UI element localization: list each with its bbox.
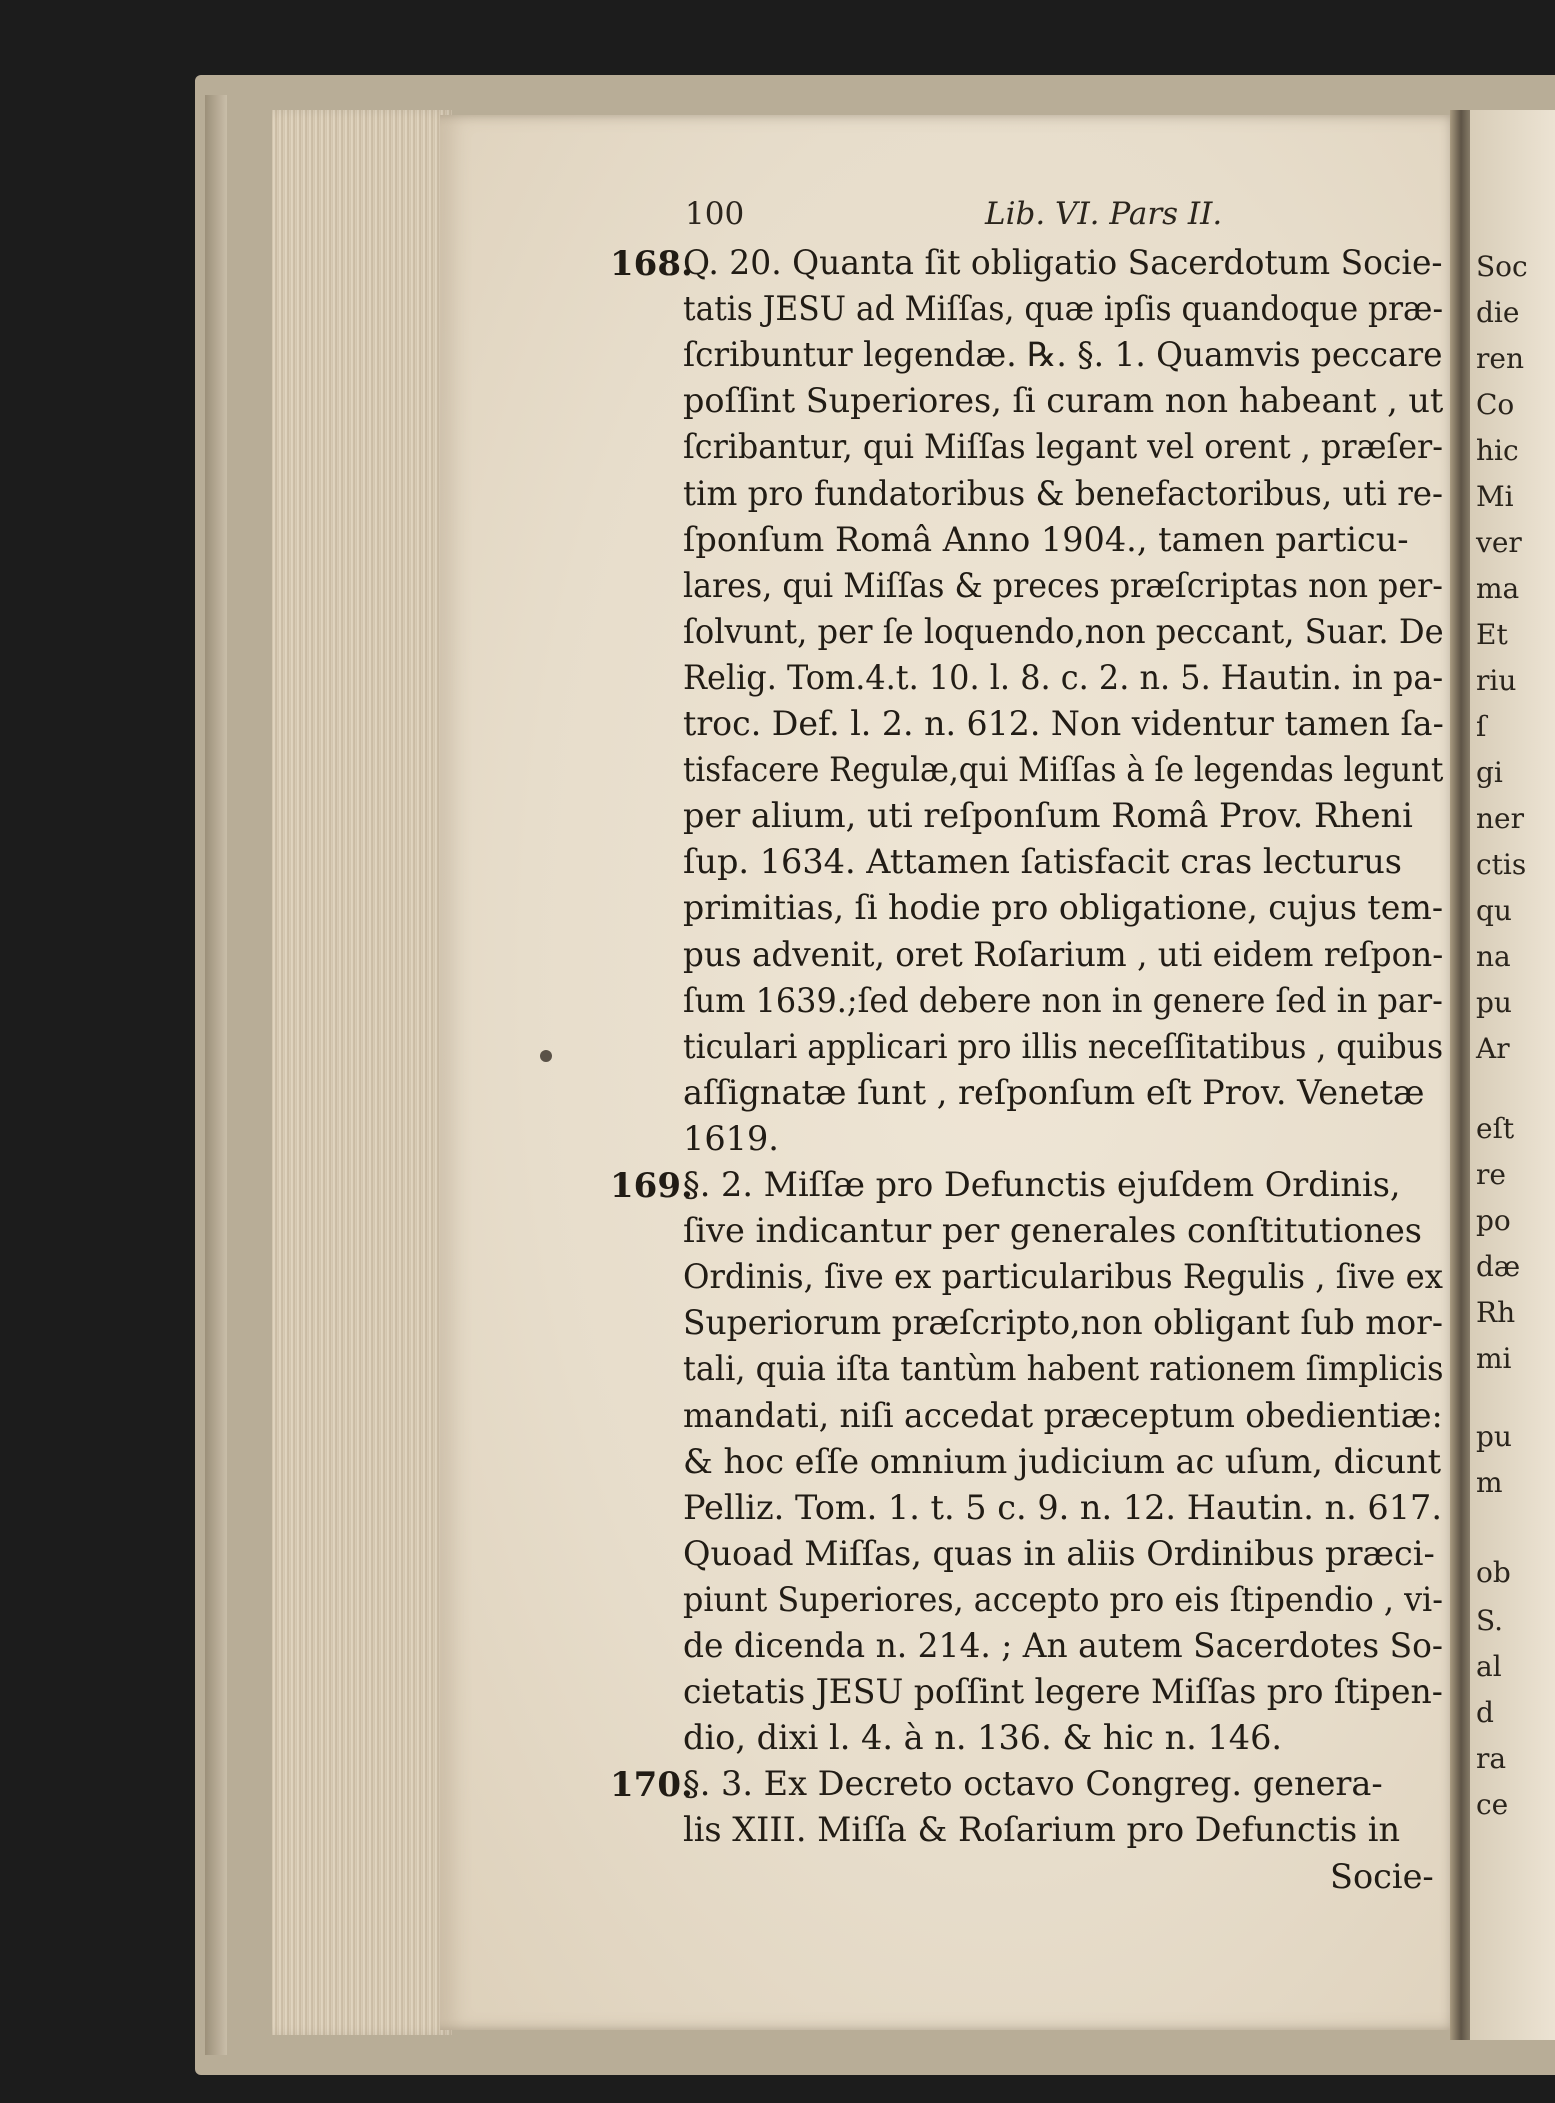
binding-edge <box>205 95 227 2055</box>
text-line: Quoad Miſſas, quas in aliis Ordinibus præci- <box>683 1533 1435 1573</box>
paragraph-number: 169. <box>610 1166 693 1206</box>
text-line: ſive indicantur per generales conſtitutiones <box>683 1211 1422 1251</box>
facing-page-fragment: S. <box>1476 1604 1504 1637</box>
text-line: primitias, ſi hodie pro obligatione, cujus tem- <box>683 888 1444 928</box>
text-line: tali, quia iſta tantùm habent rationem ſimplicis <box>683 1349 1444 1389</box>
text-line: lis XIII. Miſſa & Roſarium pro Defunctis in <box>683 1810 1401 1850</box>
text-line: Relig. Tom.4.t. 10. l. 8. c. 2. n. 5. Hautin. in pa- <box>683 657 1444 697</box>
facing-page-fragment: ma <box>1476 572 1520 605</box>
page-edges <box>272 110 452 2035</box>
facing-page-fragment: pu <box>1476 986 1512 1019</box>
text-line: Pelliz. Tom. 1. t. 5 c. 9. n. 12. Hautin. n. 617. <box>683 1487 1443 1527</box>
text-line: §. 3. Ex Decreto octavo Congreg. genera- <box>683 1764 1383 1804</box>
text-line: tisfacere Regulæ,qui Miſſas à ſe legendas legunt <box>683 750 1444 790</box>
text-line: pus advenit, oret Roſarium , uti eidem reſpon- <box>683 934 1444 974</box>
text-line: tatis JESU ad Miſſas, quæ ipſis quandoque præ- <box>683 289 1444 329</box>
paragraph-number: 168. <box>610 244 693 284</box>
paragraph-number: 170. <box>610 1765 693 1806</box>
text-line: ſponſum Româ Anno 1904., tamen particu- <box>683 519 1409 559</box>
facing-page-fragment: gi <box>1476 756 1503 789</box>
text-line: ſolvunt, per ſe loquendo,non peccant, Suar. De <box>683 611 1444 651</box>
facing-page-fragment: dæ <box>1476 1250 1521 1283</box>
facing-page-fragment: ner <box>1476 802 1524 835</box>
text-line: Socie- <box>1330 1856 1434 1896</box>
text-line: dio, dixi l. 4. à n. 136. & hic n. 146. <box>683 1718 1283 1758</box>
facing-page-fragment: re <box>1476 1158 1506 1191</box>
text-line: Q. 20. Quanta ſit obligatio Sacerdotum Socie- <box>683 243 1443 282</box>
text-line: de dicenda n. 214. ; An autem Sacerdotes So- <box>683 1626 1444 1665</box>
facing-page-fragment: Et <box>1476 618 1508 651</box>
facing-page-fragment: po <box>1476 1204 1511 1237</box>
facing-page-fragment: ra <box>1476 1742 1507 1775</box>
text-line: §. 2. Miſſæ pro Defunctis ejuſdem Ordinis, <box>683 1165 1401 1204</box>
text-line: troc. Def. l. 2. n. 612. Non videntur tamen ſa- <box>683 704 1444 743</box>
facing-page-fragment: riu <box>1476 664 1517 697</box>
text-line: Superiorum præſcripto,non obligant ſub mor- <box>683 1303 1443 1343</box>
facing-page-fragment: Rh <box>1476 1296 1516 1329</box>
facing-page-fragment: Mi <box>1476 480 1514 513</box>
facing-page-fragment: Soc <box>1476 250 1528 283</box>
text-line: per alium, uti reſponſum Româ Prov. Rheni <box>683 796 1413 836</box>
facing-page-fragment: Co <box>1476 388 1515 421</box>
text-line: piunt Superiores, accepto pro eis ſtipendio , vi- <box>683 1579 1443 1619</box>
text-line: aſſignatæ ſunt , reſponſum eſt Prov. Venetæ <box>683 1072 1425 1112</box>
text-line: & hoc eſſe omnium judicium ac uſum, dicunt <box>683 1441 1442 1481</box>
facing-page-fragment: ctis <box>1476 848 1527 881</box>
text-line: ticulari applicari pro illis neceſſitatibus , quibus <box>683 1026 1444 1066</box>
text-line: ſcribuntur legendæ. ℞. §. 1. Quamvis peccare <box>683 335 1443 375</box>
page-number: 100 <box>685 196 745 232</box>
facing-page-fragment: m <box>1476 1466 1503 1499</box>
text-line: lares, qui Miſſas & preces præſcriptas non per- <box>683 565 1443 605</box>
facing-page-fragment: ren <box>1476 342 1524 375</box>
facing-page-fragment: ob <box>1476 1556 1511 1589</box>
facing-page-fragment: qu <box>1476 894 1512 927</box>
text-line: ſum 1639.;ſed debere non in genere ſed in par- <box>683 980 1443 1020</box>
facing-page-fragment: mi <box>1476 1342 1512 1375</box>
text-line: tim pro fundatoribus & benefactoribus, uti re- <box>683 473 1444 513</box>
running-title: Lib. VI. Pars II. <box>985 196 1223 232</box>
facing-page <box>1470 110 1555 2040</box>
ink-spot <box>540 1050 552 1062</box>
text-line: cietatis JESU poſſint legere Miſſas pro ſtipen- <box>683 1672 1443 1712</box>
facing-page-fragment: al <box>1476 1650 1502 1683</box>
facing-page-fragment: ver <box>1476 526 1522 559</box>
facing-page-fragment: d <box>1476 1696 1494 1729</box>
facing-page-fragment: ce <box>1476 1788 1509 1821</box>
text-line: Ordinis, ſive ex particularibus Regulis , ſive ex <box>683 1257 1444 1297</box>
facing-page-fragment: ſ <box>1476 710 1487 743</box>
text-line: mandati, niſi accedat præceptum obedientiæ: <box>683 1395 1443 1435</box>
book-gutter <box>1450 110 1472 2040</box>
text-line: poſſint Superiores, ſi curam non habeant , ut <box>683 381 1444 421</box>
facing-page-fragment: hic <box>1476 434 1519 467</box>
facing-page-fragment: die <box>1476 296 1520 329</box>
facing-page-fragment: na <box>1476 940 1511 973</box>
text-line: 1619. <box>683 1118 779 1158</box>
facing-page-fragment: Ar <box>1476 1032 1510 1065</box>
text-line: ſup. 1634. Attamen ſatisfacit cras lecturus <box>683 842 1402 882</box>
facing-page-fragment: pu <box>1476 1420 1512 1453</box>
text-line: ſcribantur, qui Miſſas legant vel orent , præſer- <box>683 427 1443 467</box>
facing-page-fragment: eſt <box>1476 1112 1515 1145</box>
